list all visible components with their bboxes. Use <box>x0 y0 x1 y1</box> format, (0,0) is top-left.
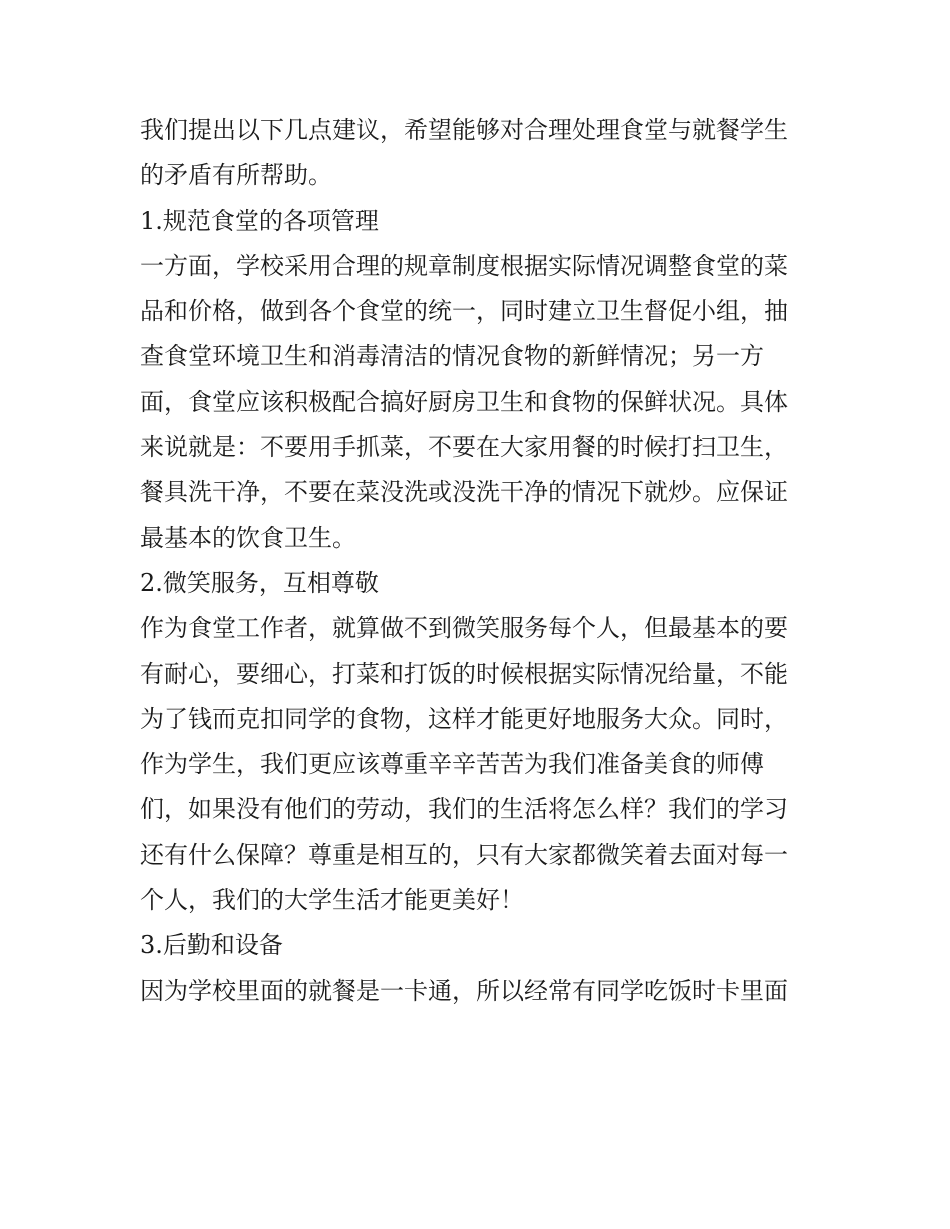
paragraph-line: 还有什么保障？尊重是相互的，只有大家都微笑着去面对每一 <box>140 840 788 869</box>
paragraph-line: 作为食堂工作者，就算做不到微笑服务每个人，但最基本的要 <box>140 614 788 643</box>
paragraph-line: 的矛盾有所帮助。 <box>140 161 332 190</box>
paragraph-line: 为了钱而克扣同学的食物，这样才能更好地服务大众。同时， <box>140 704 788 733</box>
paragraph-line: 最基本的饮食卫生。 <box>140 523 356 552</box>
document-body <box>140 108 820 1014</box>
paragraph-line: 品和价格，做到各个食堂的统一，同时建立卫生督促小组，抽 <box>140 297 788 326</box>
section-heading-3: 3.后勤和设备 <box>140 931 283 960</box>
paragraph-line: 因为学校里面的就餐是一卡通，所以经常有同学吃饭时卡里面 <box>140 976 788 1005</box>
paragraph-line: 查食堂环境卫生和消毒清洁的情况食物的新鲜情况；另一方 <box>140 342 764 371</box>
paragraph-line: 来说就是：不要用手抓菜，不要在大家用餐的时候打扫卫生， <box>140 433 788 462</box>
section-heading-1: 1.规范食堂的各项管理 <box>140 206 379 235</box>
paragraph-line: 一方面，学校采用合理的规章制度根据实际情况调整食堂的菜 <box>140 251 788 280</box>
paragraph-line: 作为学生，我们更应该尊重辛辛苦苦为我们准备美食的师傅 <box>140 750 764 779</box>
paragraph-line: 们，如果没有他们的劳动，我们的生活将怎么样？我们的学习 <box>140 795 788 824</box>
paragraph-line: 有耐心，要细心，打菜和打饭的时候根据实际情况给量，不能 <box>140 659 788 688</box>
section-heading-2: 2.微笑服务，互相尊敬 <box>140 568 379 597</box>
paragraph-line: 我们提出以下几点建议，希望能够对合理处理食堂与就餐学生 <box>140 116 788 144</box>
paragraph-line: 面，食堂应该积极配合搞好厨房卫生和食物的保鲜状况。具体 <box>140 387 788 416</box>
paragraph-line: 个人，我们的大学生活才能更美好！ <box>140 886 524 915</box>
paragraph-line: 餐具洗干净，不要在菜没洗或没洗干净的情况下就炒。应保证 <box>140 478 788 507</box>
